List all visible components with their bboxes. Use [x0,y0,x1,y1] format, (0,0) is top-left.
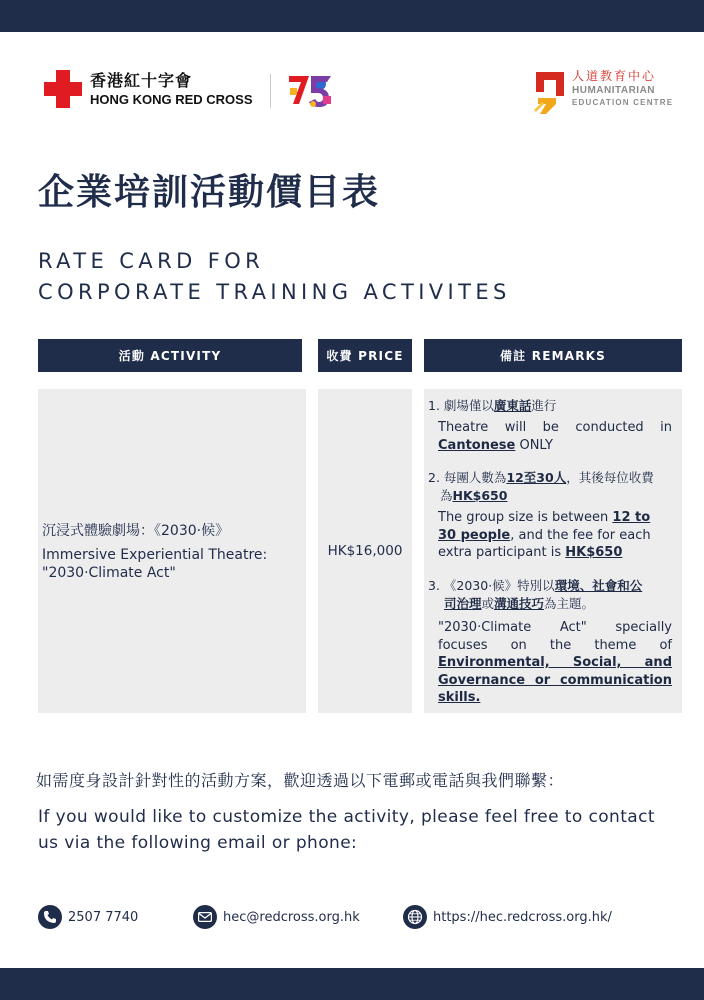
top-band [0,0,704,32]
remark-2-en: The group size is between 12 to 30 people, and the fee for each extra participant is HK$650 [438,510,651,560]
page-title-en-line2: CORPORATE TRAINING ACTIVITES [38,280,511,304]
remark-2 [428,469,678,562]
centre-name-en-line1: HUMANITARIAN [572,85,656,96]
page-title-en-line1: RATE CARD FOR [38,249,265,273]
hong-kong-red-cross-logo [44,70,253,108]
page-title-zh: 企業培訓活動價目表 [38,172,381,213]
website-url[interactable]: https://hec.redcross.org.hk/ [433,909,612,925]
red-cross-icon [44,70,82,108]
activity-name-zh: 沉浸式體驗劇場：《2030·候》 [42,523,230,539]
remark-1 [428,397,678,454]
activity-cell [38,389,306,713]
header-remarks: 備註 REMARKS [424,339,682,372]
email-icon [193,905,217,929]
humanitarian-education-centre-logo [532,70,673,116]
price-cell [318,389,412,713]
phone-icon [38,905,62,929]
contact-website[interactable] [403,905,612,929]
price-value: HK$16,000 [327,543,403,559]
remark-3-en: "2030·Climate Act" specially focuses on the theme of Environmental, Social, and Governance or communication skills. [438,620,672,705]
contact-phone[interactable] [38,905,138,929]
bottom-band [0,968,704,1000]
header-activity: 活動 ACTIVITY [38,339,302,372]
activity-name-en: Immersive Experiential Theatre: "2030·Climate Act" [42,547,268,581]
contact-email[interactable] [193,905,360,929]
phone-number[interactable]: 2507 7740 [68,909,139,925]
globe-icon [403,905,427,929]
logo-divider [270,74,271,108]
contact-intro-zh: 如需度身設計針對性的活動方案，歡迎透過以下電郵或電話與我們聯繫： [36,771,565,790]
org-name-zh: 香港紅十字會 [90,70,193,90]
anniversary-75-logo [287,70,335,110]
org-name-en: HONG KONG RED CROSS [90,91,253,107]
remark-1-zh: 1. 劇場僅以廣東話進行 [428,398,557,413]
contact-intro-en: If you would like to customize the activity, please feel free to contact us via the following email or phone: [38,807,655,853]
remark-2-zh: 2. 每團人數為12至30人，其後每位收費 為HK$650 [428,470,654,503]
remarks-cell [424,389,682,713]
centre-name-en-line2: EDUCATION CENTRE [572,98,674,107]
email-address[interactable]: hec@redcross.org.hk [223,909,360,925]
hec-emblem-icon [532,70,568,116]
centre-name-zh: 人道教育中心 [572,69,657,83]
remark-1-en: Theatre will be conducted in Cantonese ONLY [438,420,672,453]
remark-3 [428,577,678,707]
header-price: 收費 PRICE [318,339,412,372]
page-title-en [38,246,511,308]
remark-3-zh: 3. 《2030·候》特別以環境、社會和公 司治理或溝通技巧為主題。 [428,578,643,611]
